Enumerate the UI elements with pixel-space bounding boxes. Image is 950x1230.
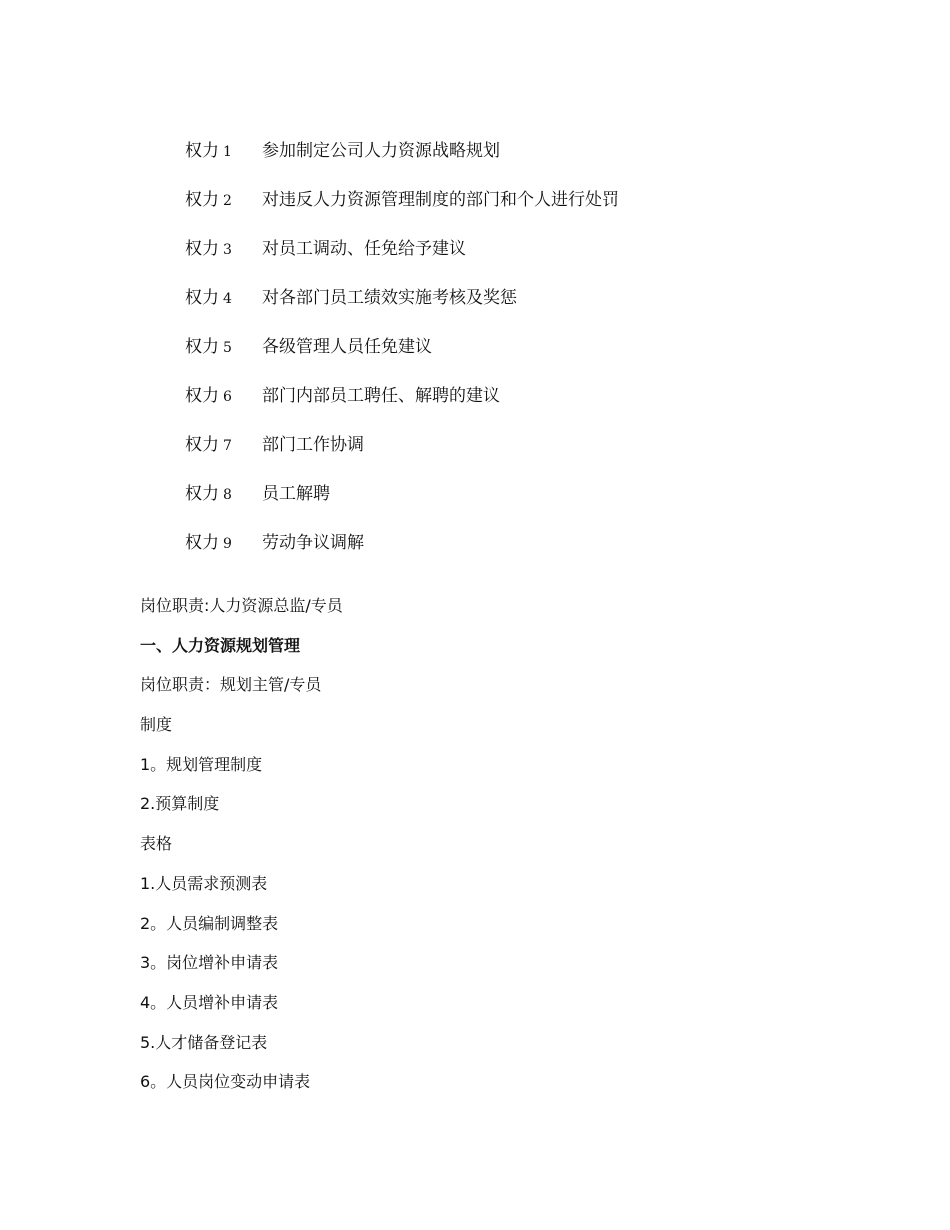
rights-label: 权力 8 bbox=[185, 484, 232, 504]
list-item: 1.人员需求预测表 bbox=[140, 873, 268, 893]
paragraph-label-system: 制度 bbox=[140, 715, 173, 735]
body-text bbox=[140, 594, 840, 1110]
rights-description: 部门工作协调 bbox=[262, 435, 364, 455]
list-item: 6。人员岗位变动申请表 bbox=[140, 1072, 311, 1092]
section-heading: 一、人力资源规划管理 bbox=[140, 635, 301, 655]
list-item: 1。规划管理制度 bbox=[140, 754, 263, 774]
rights-description: 员工解聘 bbox=[262, 484, 330, 504]
rights-row-7 bbox=[185, 430, 785, 479]
rights-description: 劳动争议调解 bbox=[262, 533, 364, 553]
rights-row-2 bbox=[185, 185, 785, 234]
rights-row-4 bbox=[185, 283, 785, 332]
paragraph-position-title: 岗位职责:人力资源总监/专员 bbox=[140, 596, 343, 615]
rights-label: 权力 1 bbox=[185, 141, 232, 161]
paragraph-label-forms: 表格 bbox=[140, 834, 173, 854]
list-item: 3。岗位增补申请表 bbox=[140, 953, 279, 973]
rights-row-9 bbox=[185, 528, 785, 577]
rights-label: 权力 9 bbox=[185, 533, 232, 553]
rights-label: 权力 4 bbox=[185, 288, 232, 308]
rights-description: 部门内部员工聘任、解聘的建议 bbox=[262, 386, 500, 406]
rights-label: 权力 3 bbox=[185, 239, 232, 259]
paragraph-position-duty: 岗位职责：规划主管/专员 bbox=[140, 675, 322, 695]
rights-row-6 bbox=[185, 381, 785, 430]
rights-description: 对各部门员工绩效实施考核及奖惩 bbox=[262, 288, 517, 308]
list-item: 2。人员编制调整表 bbox=[140, 913, 279, 933]
rights-row-5 bbox=[185, 332, 785, 381]
rights-label: 权力 6 bbox=[185, 386, 232, 406]
rights-row-3 bbox=[185, 234, 785, 283]
rights-description: 各级管理人员任免建议 bbox=[262, 337, 432, 357]
rights-label: 权力 2 bbox=[185, 190, 232, 210]
rights-table bbox=[185, 136, 785, 577]
rights-row-1 bbox=[185, 136, 785, 185]
rights-label: 权力 7 bbox=[185, 435, 232, 455]
rights-description: 对员工调动、任免给予建议 bbox=[262, 239, 466, 259]
list-item: 2.预算制度 bbox=[140, 794, 220, 814]
rights-row-8 bbox=[185, 479, 785, 528]
rights-description: 参加制定公司人力资源战略规划 bbox=[262, 141, 500, 161]
rights-label: 权力 5 bbox=[185, 337, 232, 357]
list-item: 4。人员增补申请表 bbox=[140, 992, 279, 1012]
rights-description: 对违反人力资源管理制度的部门和个人进行处罚 bbox=[262, 190, 619, 210]
list-item: 5.人才储备登记表 bbox=[140, 1032, 268, 1052]
